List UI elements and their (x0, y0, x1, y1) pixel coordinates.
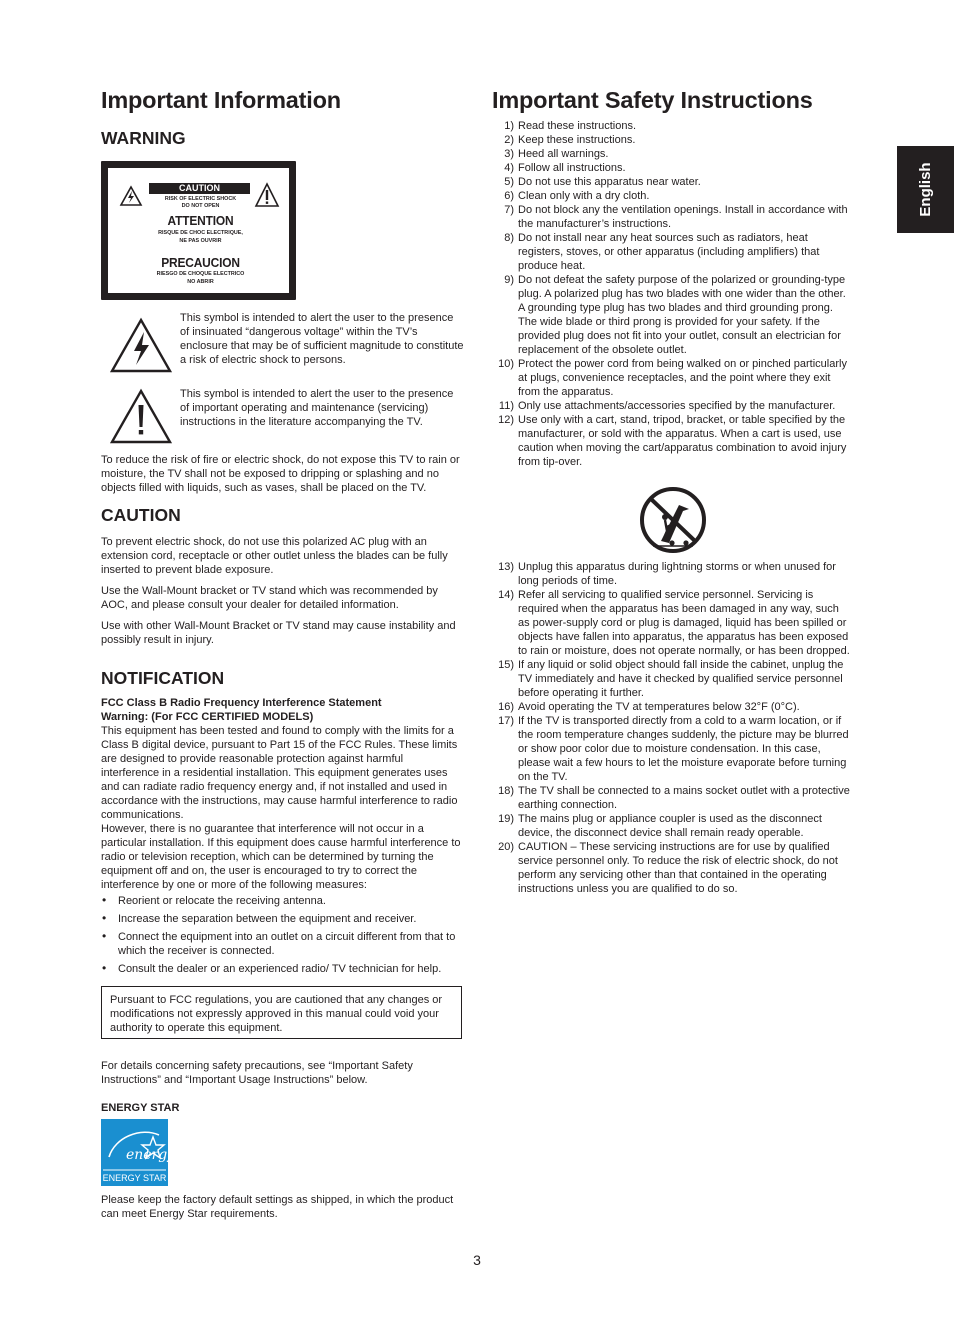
symbol-instructions-text: This symbol is intended to alert the user to the presence of important operating and maintenance (servicing) instructions in the literature accompanying the TV. (180, 388, 454, 428)
list-item (492, 161, 852, 175)
list-item-text: If any liquid or solid object should fall inside the cabinet, unplug the TV immediately and have it checked by qualified service personnel before operating it further. (518, 659, 844, 699)
list-item-text: Use only with a cart, stand, tripod, bracket, or table specified by the manufacturer, or sold with the apparatus. When a cart is used, use caution when moving the cart/apparatus combination to avoid injury from tip-over. (518, 414, 847, 468)
list-item-text: The mains plug or appliance coupler is used as the disconnect device, the disconnect device shall remain ready operable. (518, 813, 822, 839)
list-item-text: Heed all warnings. (518, 148, 609, 160)
list-item-number: 10) (498, 358, 514, 370)
list-item-text: Keep these instructions. (518, 134, 636, 146)
label-caution-sub2: DO NOT OPEN (181, 203, 220, 209)
energy-star-logo-script: energy (126, 1147, 176, 1163)
list-item (492, 273, 852, 357)
caution-p2: Use the Wall-Mount bracket or TV stand which was recommended by AOC, and please consult your dealer for detailed information. (101, 585, 438, 611)
fcc-measures-list (101, 894, 463, 980)
list-item-number: 6) (504, 190, 514, 202)
language-tab (897, 146, 954, 233)
symbol-voltage-text: This symbol is intended to alert the user to the presence of insinuated “dangerous voltage” within the TV’s enclosure that may be of sufficient magnitude to constitute a risk of electric shock to persons. (180, 312, 464, 366)
energy-star-icon (101, 1119, 176, 1186)
label-precaucion-sub1: RIESGO DE CHOQUE ELECTRICO (156, 271, 245, 277)
list-item-text: CAUTION – These servicing instructions are for use by qualified service personnel only. To reduce the risk of electric shock, do not perform any servicing other than that contained in the operating instructions unless you are qualified to do so. (518, 841, 838, 895)
list-item (492, 147, 852, 161)
label-caution: CAUTION (149, 183, 250, 194)
label-attention: ATTENTION (167, 213, 234, 228)
list-item-number: 19) (498, 813, 514, 825)
list-item-number: 7) (504, 204, 514, 216)
energy-star-logo (101, 1119, 176, 1186)
list-item (492, 784, 852, 812)
list-item-number: 18) (498, 785, 514, 797)
energy-star-heading: ENERGY STAR (101, 1102, 180, 1114)
list-item: • Connect the equipment into an outlet on a circuit different from that to which the receiver is connected. (101, 930, 463, 958)
list-item (492, 840, 852, 896)
list-item (492, 231, 852, 273)
list-item (492, 119, 852, 133)
list-item-text: Avoid operating the TV at temperatures below 32°F (0°C). (518, 701, 800, 713)
list-item-text: Follow all instructions. (518, 162, 626, 174)
list-item-number: 5) (504, 176, 514, 188)
page-title-important-information: Important Information (101, 87, 341, 113)
list-item (492, 812, 852, 840)
fcc-paragraph-2: However, there is no guarantee that interference will not occur in a particular installation. If this equipment does cause harmful interference to radio or television reception, which can be determined by turning the equipment off and on, the user is encouraged to try to correct the interference by one or more of the following measures: (101, 823, 461, 891)
list-item-number: 16) (498, 701, 514, 713)
list-item-text: Only use attachments/accessories specified by the manufacturer. (518, 400, 836, 412)
list-item (492, 133, 852, 147)
language-tab-label: English (917, 162, 934, 217)
list-item-number: 15) (498, 659, 514, 671)
list-item (492, 413, 852, 469)
list-item-text: Do not use this apparatus near water. (518, 176, 701, 188)
label-attention-sub2: NE PAS OUVRIR (179, 238, 222, 244)
list-item-number: 14) (498, 589, 514, 601)
list-item (492, 560, 852, 588)
label-attention-sub1: RISQUE DE CHOC ELECTRIQUE, (158, 230, 243, 236)
safety-details-text: For details concerning safety precautions, see “Important Safety Instructions” and “Important Usage Instructions” below. (101, 1060, 413, 1086)
safety-instructions-list-1 (492, 119, 852, 469)
list-item-text: If the TV is transported directly from a cold to a warm location, or if the room temperature changes suddenly, the picture may be blurred or show poor color due to moisture condensation. In this case, please wait a few hours to let the moisture evaporate before turning on the TV. (518, 715, 849, 783)
list-item-number: 3) (504, 148, 514, 160)
list-item-text: Read these instructions. (518, 120, 637, 132)
caution-heading: CAUTION (101, 505, 181, 525)
list-item (492, 399, 852, 413)
list-item: • Reorient or relocate the receiving antenna. (101, 894, 463, 908)
caution-p3: Use with other Wall-Mount Bracket or TV stand may cause instability and possibly result in injury. (101, 620, 456, 646)
list-item-number: 20) (498, 841, 514, 853)
energy-star-logo-text: ENERGY STAR (102, 1173, 167, 1183)
list-item-number: 12) (498, 414, 514, 426)
energy-star-paragraph: Please keep the factory default settings as shipped, in which the product can meet Energy Star requirements. (101, 1194, 454, 1220)
list-item (492, 714, 852, 784)
list-item-text: Do not install near any heat sources such as radiators, heat registers, stoves, or other apparatus (including amplifiers) that produce heat. (518, 232, 820, 272)
list-item (492, 203, 852, 231)
lightning-triangle-icon (110, 318, 172, 373)
list-item-text: Protect the power cord from being walked on or pinched particularly at plugs, convenience receptacles, and the point where they exit from the apparatus. (518, 358, 847, 398)
list-item-number: 1) (504, 120, 514, 132)
list-item-text: Unplug this apparatus during lightning storms or when unused for long periods of time. (518, 561, 836, 587)
fcc-title-2: Warning: (For FCC CERTIFIED MODELS) (101, 711, 314, 723)
list-item (492, 357, 852, 399)
page-number: 3 (473, 1252, 481, 1268)
exclamation-triangle-icon (110, 389, 172, 444)
list-item-text: Do not block any the ventilation openings. Install in accordance with the manufacturer’s instructions. (518, 204, 848, 230)
list-item-number: 11) (498, 400, 514, 412)
warning-heading: WARNING (101, 128, 186, 148)
list-item-text: The TV shall be connected to a mains socket outlet with a protective earthing connection. (518, 785, 850, 811)
list-item-number: 17) (498, 715, 514, 727)
list-item: • Consult the dealer or an experienced radio/ TV technician for help. (101, 962, 463, 976)
list-item-number: 4) (504, 162, 514, 174)
list-item (492, 175, 852, 189)
list-item-number: 2) (504, 134, 514, 146)
list-item (492, 700, 852, 714)
label-precaucion-sub2: NO ABRIR (187, 279, 214, 285)
fcc-paragraph-1: This equipment has been tested and found to comply with the limits for a Class B digital device, pursuant to Part 15 of the FCC Rules. These limits are designed to provide reasonable protection against harmful interference in a residential installation. This equipment generates uses and can radiate radio frequency energy and, if not installed and used in accordance with the instructions, may cause harmful interference to radio communications. (101, 725, 458, 821)
list-item-number: 8) (504, 232, 514, 244)
list-item (492, 588, 852, 658)
list-item-text: Do not defeat the safety purpose of the polarized or grounding-type plug. A polarized plug has two blades with one wider than the other. A grounding type plug has two blades and third grounding prong. The wide blade or third prong is provided for your safety. If the provided plug does not fit into your outlet, consult an electrician for replacement of the obsolete outlet. (518, 274, 846, 356)
warning-label (101, 161, 296, 300)
list-item: • Increase the separation between the equipment and receiver. (101, 912, 463, 926)
caution-p1: To prevent electric shock, do not use this polarized AC plug with an extension cord, receptacle or other outlet unless the blades can be fully inserted to prevent blade exposure. (101, 536, 448, 576)
list-item-number: 13) (498, 561, 514, 573)
safety-instructions-list-2 (492, 560, 852, 896)
warning-paragraph: To reduce the risk of fire or electric shock, do not expose this TV to rain or moisture, the TV shall not be exposed to dripping or splashing and no objects filled with liquids, such as vases, shall be placed on the TV. (101, 454, 460, 494)
list-item (492, 658, 852, 700)
notification-heading: NOTIFICATION (101, 668, 225, 688)
label-precaucion: PRECAUCION (161, 255, 240, 270)
fcc-title-1: FCC Class B Radio Frequency Interference Statement (101, 697, 382, 709)
fcc-notice-box: Pursuant to FCC regulations, you are cautioned that any changes or modifications not expressly approved in this manual could void your authority to operate this equipment. (101, 986, 462, 1039)
list-item-text: Refer all servicing to qualified service personnel. Servicing is required when the apparatus has been damaged in any way, such as power-supply cord or plug is damaged, liquid has been spilled or objects have fallen into apparatus, the apparatus has been exposed to rain or moisture, does not operate normally, or has been dropped. (518, 589, 850, 657)
list-item-text: Clean only with a dry cloth. (518, 190, 650, 202)
page-title-safety-instructions: Important Safety Instructions (492, 87, 813, 113)
list-item (492, 189, 852, 203)
list-item-number: 9) (504, 274, 514, 286)
cart-tip-over-warning-icon (639, 487, 707, 553)
exclamation-triangle-icon (255, 183, 279, 207)
label-caution-sub1: RISK OF ELECTRIC SHOCK (164, 196, 237, 202)
